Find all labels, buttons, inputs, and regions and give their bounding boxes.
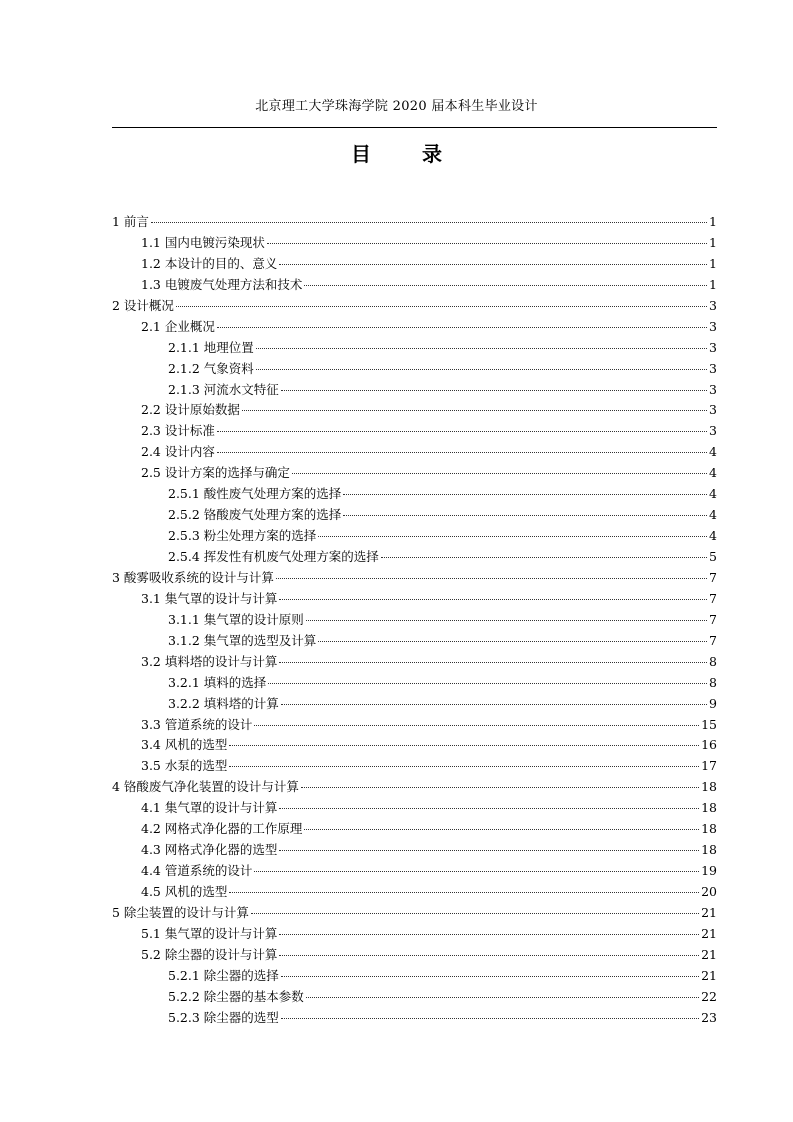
toc-entry[interactable] <box>112 547 717 568</box>
toc-dot-leader <box>318 641 707 642</box>
toc-dot-leader <box>256 348 707 349</box>
toc-entry[interactable] <box>112 610 717 631</box>
toc-entry-title: 5.2 除尘器的设计与计算 <box>141 946 278 962</box>
toc-entry[interactable] <box>112 756 717 777</box>
toc-dot-leader <box>276 578 707 579</box>
toc-entry-title: 3.1.1 集气罩的设计原则 <box>168 611 304 627</box>
toc-dot-leader <box>279 808 699 809</box>
toc-dot-leader <box>343 515 707 516</box>
toc-entry[interactable] <box>112 442 717 463</box>
toc-dot-leader <box>279 264 707 265</box>
toc-entry-page-number: 4 <box>709 507 717 523</box>
toc-entry-title: 2.1.3 河流水文特征 <box>168 381 279 397</box>
toc-entry[interactable] <box>112 798 717 819</box>
toc-entry[interactable] <box>112 631 717 652</box>
toc-entry-title: 2 设计概况 <box>112 297 174 313</box>
toc-entry[interactable] <box>112 903 717 924</box>
toc-dot-leader <box>381 557 707 558</box>
toc-entry-title: 4.3 网格式净化器的选型 <box>141 842 278 858</box>
toc-entry-title: 2.3 设计标准 <box>141 423 215 439</box>
toc-entry[interactable] <box>112 400 717 421</box>
toc-entry[interactable] <box>112 317 717 338</box>
toc-entry-page-number: 3 <box>709 381 717 397</box>
toc-dot-leader <box>217 327 707 328</box>
toc-entry-title: 1 前言 <box>112 214 149 229</box>
toc-entry-title: 5 除尘装置的设计与计算 <box>112 904 249 920</box>
running-header: 北京理工大学珠海学院 2020 届本科生毕业设计 <box>255 99 538 114</box>
toc-entry[interactable] <box>112 254 717 275</box>
toc-entry[interactable] <box>112 296 717 317</box>
toc-entry-page-number: 4 <box>709 444 717 460</box>
toc-entry-page-number: 22 <box>701 988 717 1004</box>
toc-entry[interactable] <box>112 694 717 715</box>
toc-entry-title: 1.2 本设计的目的、意义 <box>141 255 278 271</box>
toc-entry-title: 2.1.2 气象资料 <box>168 360 254 376</box>
toc-entry-title: 4.5 风机的选型 <box>141 884 228 899</box>
toc-entry-page-number: 1 <box>709 234 717 250</box>
toc-entry-page-number: 4 <box>709 528 717 544</box>
toc-dot-leader <box>229 892 699 893</box>
toc-entry-title: 2.2 设计原始数据 <box>141 402 240 418</box>
toc-dot-leader <box>279 850 699 851</box>
toc-entry-page-number: 7 <box>709 632 717 648</box>
toc-entry[interactable] <box>112 233 717 254</box>
toc-entry-page-number: 3 <box>709 360 717 376</box>
toc-entry[interactable] <box>112 819 717 840</box>
toc-entry-page-number: 9 <box>709 695 717 711</box>
toc-entry[interactable] <box>112 987 717 1008</box>
toc-dot-leader <box>254 871 699 872</box>
toc-dot-leader <box>343 494 707 495</box>
toc-dot-leader <box>229 745 699 746</box>
toc-entry-page-number: 21 <box>701 904 717 920</box>
toc-dot-leader <box>281 704 707 705</box>
toc-entry-page-number: 3 <box>709 339 717 355</box>
toc-entry-page-number: 4 <box>709 486 717 502</box>
toc-entry-title: 2.1 企业概况 <box>141 318 215 334</box>
toc-dot-leader <box>306 997 699 998</box>
toc-entry-page-number: 16 <box>701 737 717 753</box>
toc-entry-title: 3.1.2 集气罩的选型及计算 <box>168 632 317 648</box>
toc-dot-leader <box>268 683 707 684</box>
toc-dot-leader <box>151 222 707 223</box>
toc-dot-leader <box>256 369 707 370</box>
toc-entry-page-number: 19 <box>701 863 717 879</box>
toc-entry-page-number: 15 <box>701 716 717 732</box>
table-of-contents <box>112 212 717 1029</box>
toc-entry[interactable] <box>112 589 717 610</box>
toc-entry-page-number: 21 <box>701 925 717 941</box>
toc-entry-title: 2.5 设计方案的选择与确定 <box>141 465 290 481</box>
toc-dot-leader <box>281 390 707 391</box>
toc-dot-leader <box>279 599 707 600</box>
toc-entry-title: 1.1 国内电镀污染现状 <box>141 234 265 250</box>
toc-entry[interactable] <box>112 505 717 526</box>
toc-entry[interactable] <box>112 338 717 359</box>
toc-entry-page-number: 18 <box>701 779 717 795</box>
toc-entry-title: 4 铬酸废气净化装置的设计与计算 <box>112 779 299 795</box>
toc-entry-page-number: 17 <box>701 758 717 774</box>
toc-entry-title: 4.2 网格式净化器的工作原理 <box>141 821 303 837</box>
toc-entry[interactable] <box>112 652 717 673</box>
toc-entry-page-number: 18 <box>701 800 717 816</box>
toc-entry[interactable] <box>112 777 717 798</box>
toc-dot-leader <box>304 829 699 830</box>
toc-entry[interactable] <box>112 380 717 401</box>
toc-entry[interactable] <box>112 1008 717 1029</box>
toc-dot-leader <box>176 306 707 307</box>
toc-entry-title: 3.5 水泵的选型 <box>141 758 228 774</box>
toc-entry[interactable] <box>112 484 717 505</box>
toc-entry-page-number: 21 <box>701 946 717 962</box>
toc-dot-leader <box>267 243 707 244</box>
toc-dot-leader <box>254 725 699 726</box>
toc-entry-page-number: 4 <box>709 465 717 481</box>
toc-entry-page-number: 23 <box>701 1009 717 1025</box>
header-rule <box>112 127 717 128</box>
toc-entry-title: 3.2.2 填料塔的计算 <box>168 695 279 711</box>
toc-dot-leader <box>279 662 707 663</box>
toc-entry[interactable] <box>112 359 717 380</box>
toc-entry-page-number: 7 <box>709 569 717 585</box>
toc-entry-page-number: 3 <box>709 318 717 334</box>
toc-entry-title: 3 酸雾吸收系统的设计与计算 <box>112 569 274 585</box>
toc-entry-title: 1.3 电镀废气处理方法和技术 <box>141 276 303 292</box>
toc-entry-page-number: 7 <box>709 611 717 627</box>
toc-title: 目 录 <box>351 142 464 166</box>
toc-dot-leader <box>301 787 699 788</box>
toc-entry-page-number: 20 <box>701 884 717 899</box>
toc-entry[interactable] <box>112 212 717 233</box>
toc-entry-title: 3.4 风机的选型 <box>141 737 228 753</box>
toc-entry[interactable] <box>112 945 717 966</box>
toc-dot-leader <box>281 1018 699 1019</box>
toc-entry-page-number: 3 <box>709 402 717 418</box>
toc-entry[interactable] <box>112 735 717 756</box>
toc-entry-title: 5.2.1 除尘器的选择 <box>168 967 279 983</box>
toc-entry-title: 3.2.1 填料的选择 <box>168 674 267 690</box>
toc-entry-page-number: 8 <box>709 674 717 690</box>
toc-entry-page-number: 1 <box>709 276 717 292</box>
toc-entry[interactable] <box>112 924 717 945</box>
toc-dot-leader <box>279 955 699 956</box>
toc-dot-leader <box>281 976 699 977</box>
toc-dot-leader <box>306 620 707 621</box>
toc-entry[interactable] <box>112 673 717 694</box>
toc-entry-title: 3.1 集气罩的设计与计算 <box>141 590 278 606</box>
toc-dot-leader <box>229 766 699 767</box>
toc-entry-page-number: 18 <box>701 842 717 858</box>
toc-entry-page-number: 1 <box>709 214 717 229</box>
toc-entry-title: 4.1 集气罩的设计与计算 <box>141 800 278 816</box>
toc-entry-page-number: 3 <box>709 423 717 439</box>
toc-entry[interactable] <box>112 275 717 296</box>
toc-entry-page-number: 1 <box>709 255 717 271</box>
toc-entry[interactable] <box>112 861 717 882</box>
toc-dot-leader <box>292 473 707 474</box>
toc-dot-leader <box>279 934 699 935</box>
toc-entry-page-number: 18 <box>701 821 717 837</box>
toc-entry-title: 4.4 管道系统的设计 <box>141 863 253 879</box>
toc-entry-page-number: 21 <box>701 967 717 983</box>
toc-entry-page-number: 8 <box>709 653 717 669</box>
toc-entry-page-number: 5 <box>709 549 717 564</box>
toc-entry[interactable] <box>112 840 717 861</box>
toc-dot-leader <box>242 410 707 411</box>
toc-entry-title: 5.2.3 除尘器的选型 <box>168 1009 279 1025</box>
toc-entry-title: 2.5.2 铬酸废气处理方案的选择 <box>168 507 342 523</box>
toc-dot-leader <box>304 285 707 286</box>
toc-entry-title: 2.5.4 挥发性有机废气处理方案的选择 <box>168 549 379 564</box>
toc-entry[interactable] <box>112 966 717 987</box>
toc-dot-leader <box>318 536 707 537</box>
toc-entry[interactable] <box>112 715 717 736</box>
toc-dot-leader <box>217 452 707 453</box>
toc-entry-title: 3.2 填料塔的设计与计算 <box>141 653 278 669</box>
toc-entry[interactable] <box>112 421 717 442</box>
toc-entry-page-number: 7 <box>709 590 717 606</box>
toc-dot-leader <box>217 431 707 432</box>
toc-entry[interactable] <box>112 526 717 547</box>
toc-entry-title: 5.2.2 除尘器的基本参数 <box>168 988 304 1004</box>
toc-entry-title: 2.4 设计内容 <box>141 444 215 460</box>
toc-entry[interactable] <box>112 882 717 903</box>
toc-entry-page-number: 3 <box>709 297 717 313</box>
toc-entry-title: 5.1 集气罩的设计与计算 <box>141 925 278 941</box>
toc-entry-title: 2.5.3 粉尘处理方案的选择 <box>168 528 317 544</box>
toc-dot-leader <box>251 913 699 914</box>
toc-entry[interactable] <box>112 568 717 589</box>
toc-entry-title: 3.3 管道系统的设计 <box>141 716 253 732</box>
toc-entry[interactable] <box>112 463 717 484</box>
toc-entry-title: 2.5.1 酸性废气处理方案的选择 <box>168 486 342 502</box>
toc-entry-title: 2.1.1 地理位置 <box>168 339 254 355</box>
